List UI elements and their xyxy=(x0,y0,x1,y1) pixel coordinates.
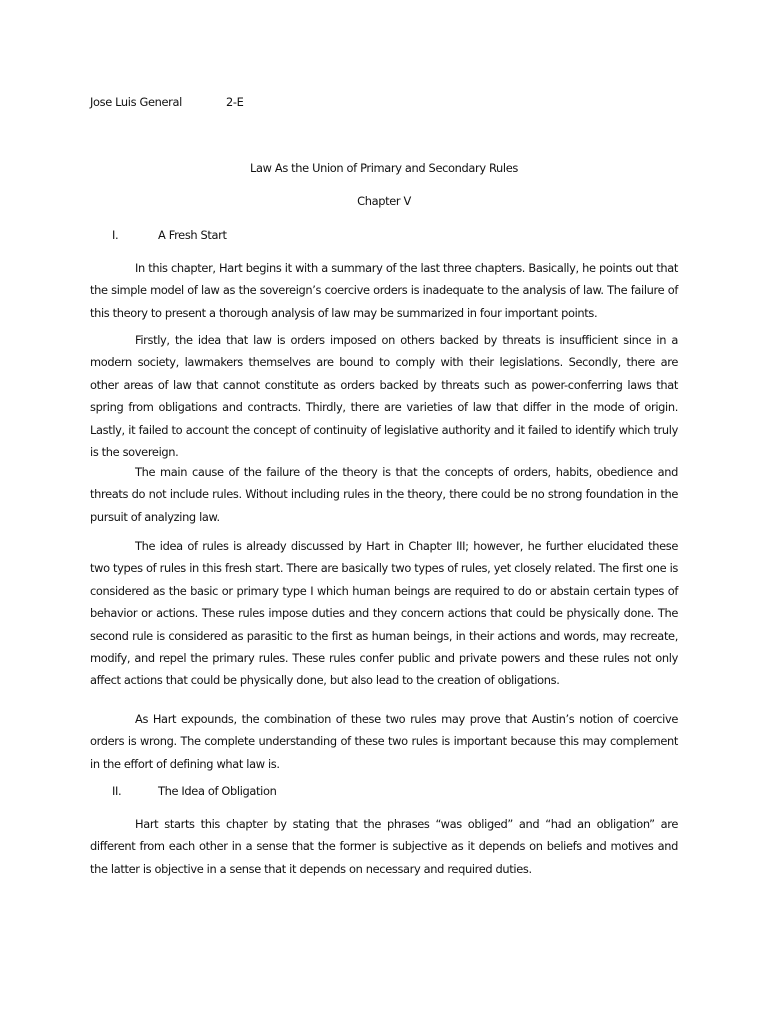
author-name: Jose Luis General xyxy=(90,95,182,109)
chapter-heading: Chapter V xyxy=(357,194,411,208)
section-number: I. xyxy=(112,228,119,242)
document-header xyxy=(90,95,244,109)
paragraph: The idea of rules is already discussed by Hart in Chapter III; however, he further elucidated these two types of rules in this fresh start. There are basically two types of rules, yet closely related. The first one is considered as the basic or primary type I which human beings are required to do or abstain certain types of behavior or actions. These rules impose duties and they concern actions that could be physically done. The second rule is considered as parasitic to the first as human beings, in their actions and words, may recreate, modify, and repel the primary rules. These rules confer public and private powers and these rules not only affect actions that could be physically done, but also lead to the creation of obligations. xyxy=(90,539,678,688)
section-number: II. xyxy=(112,784,122,798)
paragraph: Hart starts this chapter by stating that the phrases “was obliged” and “had an obligation” are different from each other in a sense that the former is subjective as it depends on beliefs and motives and the latter is objective in a sense that it depends on necessary and required duties. xyxy=(90,817,678,876)
paragraph: As Hart expounds, the combination of these two rules may prove that Austin’s notion of coercive orders is wrong. The complete understanding of these two rules is important because this may complement in the effort of defining what law is. xyxy=(90,712,678,771)
document-title: Law As the Union of Primary and Secondary Rules xyxy=(250,161,518,175)
section-title: A Fresh Start xyxy=(158,228,227,242)
section-heading-1 xyxy=(112,228,227,242)
section-heading-2 xyxy=(112,784,276,798)
paragraph: In this chapter, Hart begins it with a summary of the last three chapters. Basically, he points out that the simple model of law as the sovereign’s coercive orders is inadequate to the analysis of law. The failure of this theory to present a thorough analysis of law may be summarized in four important points. xyxy=(90,261,678,320)
paragraph: Firstly, the idea that law is orders imposed on others backed by threats is insufficient since in a modern society, lawmakers themselves are bound to comply with their legislations. Secondly, there are other areas of law that cannot constitute as orders backed by threats such as power-conferring laws that spring from obligations and contracts. Thirdly, there are varieties of law that differ in the mode of origin. Lastly, it failed to account the concept of continuity of legislative authority and it failed to identify which truly is the sovereign. xyxy=(90,333,678,460)
class-section: 2-E xyxy=(226,95,244,109)
paragraph: The main cause of the failure of the theory is that the concepts of orders, habits, obedience and threats do not include rules. Without including rules in the theory, there could be no strong foundation in the pursuit of analyzing law. xyxy=(90,465,678,524)
section-title: The Idea of Obligation xyxy=(158,784,277,798)
